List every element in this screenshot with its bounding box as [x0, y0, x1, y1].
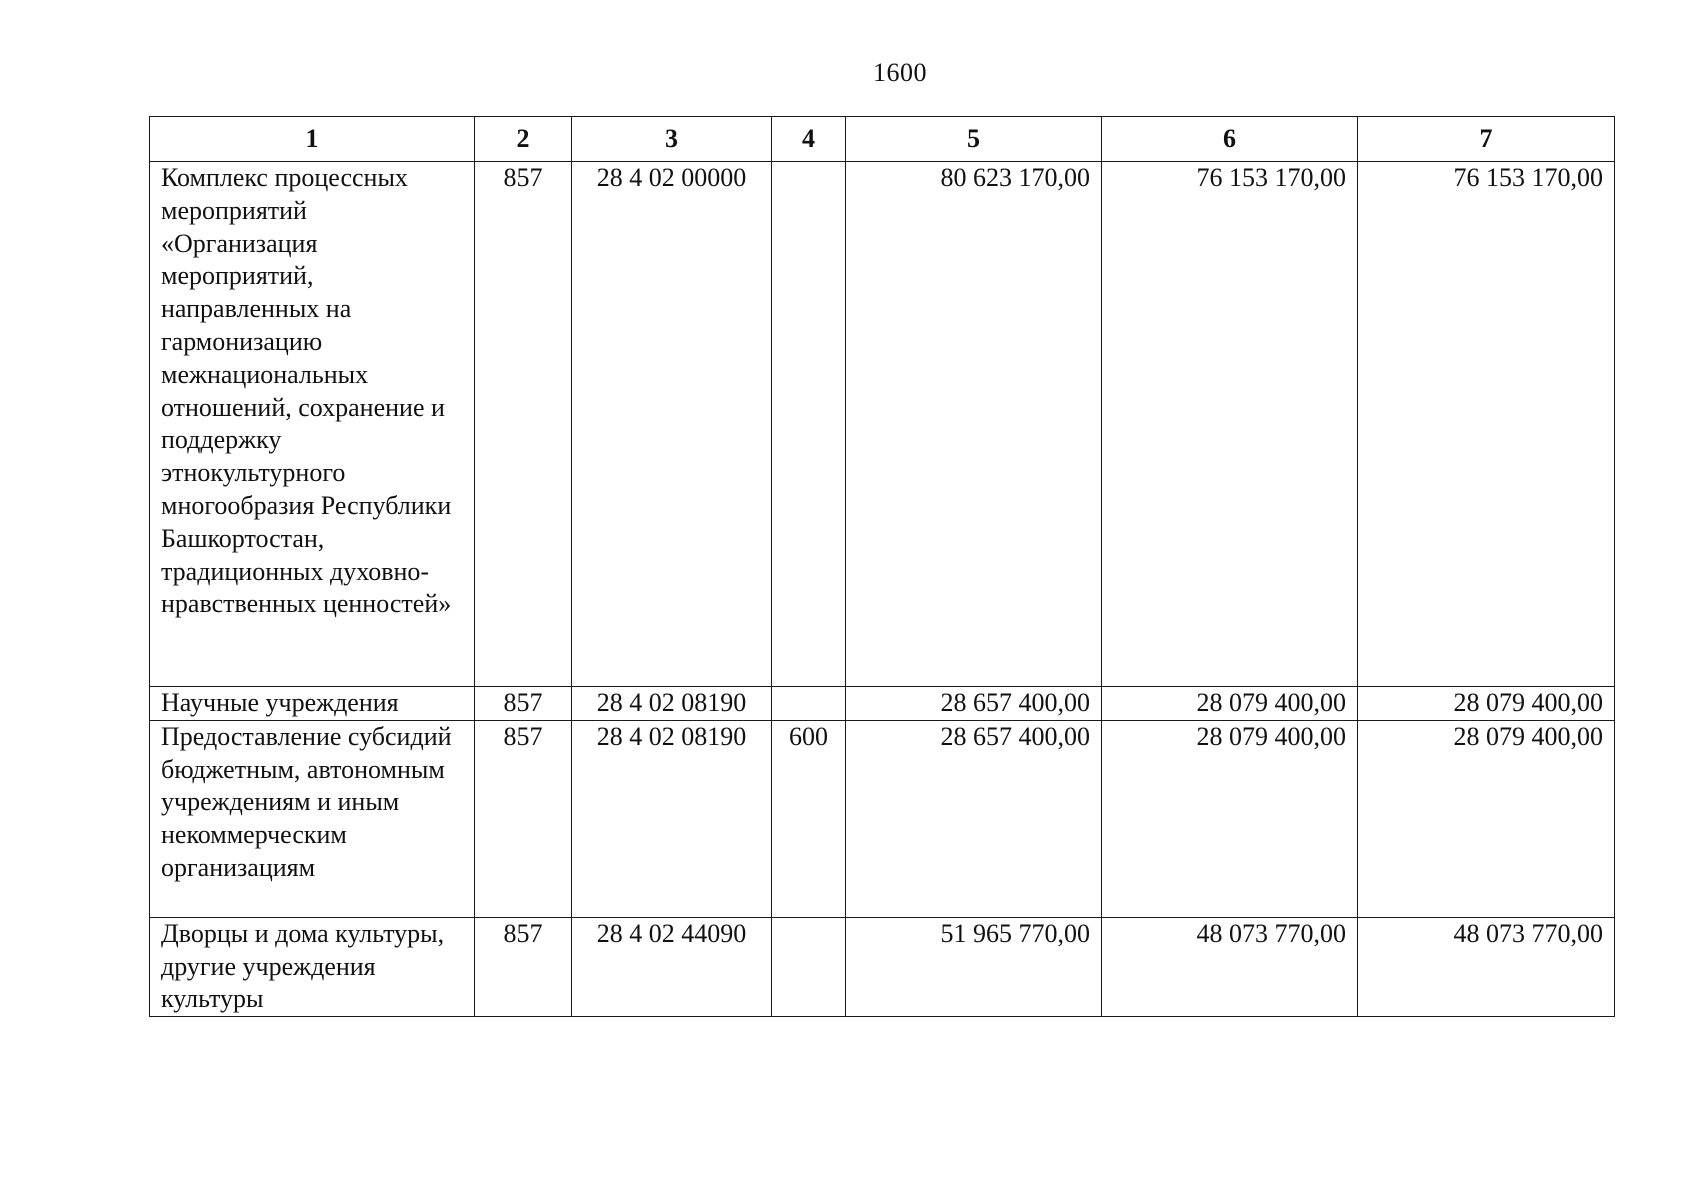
target-article: 28 4 02 44090 [572, 917, 772, 1016]
expense-type [772, 687, 846, 721]
column-header: 2 [475, 117, 572, 162]
ministry-code: 857 [475, 720, 572, 917]
expense-type: 600 [772, 720, 846, 917]
amount-year3: 28 079 400,00 [1358, 720, 1615, 917]
amount-year2: 48 073 770,00 [1102, 917, 1358, 1016]
ministry-code: 857 [475, 687, 572, 721]
amount-year3: 48 073 770,00 [1358, 917, 1615, 1016]
amount-year2: 28 079 400,00 [1102, 720, 1358, 917]
ministry-code: 857 [475, 162, 572, 687]
amount-year1: 51 965 770,00 [846, 917, 1102, 1016]
column-header: 7 [1358, 117, 1615, 162]
table-row [150, 162, 1615, 687]
expense-type [772, 162, 846, 687]
amount-year3: 28 079 400,00 [1358, 687, 1615, 721]
target-article: 28 4 02 08190 [572, 720, 772, 917]
target-article: 28 4 02 00000 [572, 162, 772, 687]
page-number: 1600 [873, 58, 927, 87]
column-header: 4 [772, 117, 846, 162]
row-name: Предоставление субсидий бюджетным, автономным учреждениям и иным некоммерческим организациям [150, 720, 475, 917]
budget-table [149, 116, 1615, 1017]
column-header: 1 [150, 117, 475, 162]
table-header-row [150, 117, 1615, 162]
column-header: 5 [846, 117, 1102, 162]
amount-year1: 80 623 170,00 [846, 162, 1102, 687]
amount-year1: 28 657 400,00 [846, 720, 1102, 917]
target-article: 28 4 02 08190 [572, 687, 772, 721]
column-header: 3 [572, 117, 772, 162]
table-row [150, 720, 1615, 917]
expense-type [772, 917, 846, 1016]
row-name: Комплекс процессных мероприятий «Организация мероприятий, направленных на гармонизацию межнациональных отношений, сохранение и поддержку этнокультурного многообразия Республики Башкортостан, традиционных духовно-нравственных ценностей» [150, 162, 475, 687]
ministry-code: 857 [475, 917, 572, 1016]
amount-year1: 28 657 400,00 [846, 687, 1102, 721]
row-name: Дворцы и дома культуры, другие учреждения культуры [150, 917, 475, 1016]
table-row [150, 917, 1615, 1016]
column-header: 6 [1102, 117, 1358, 162]
amount-year2: 28 079 400,00 [1102, 687, 1358, 721]
row-name: Научные учреждения [150, 687, 475, 721]
amount-year3: 76 153 170,00 [1358, 162, 1615, 687]
table-row [150, 687, 1615, 721]
amount-year2: 76 153 170,00 [1102, 162, 1358, 687]
